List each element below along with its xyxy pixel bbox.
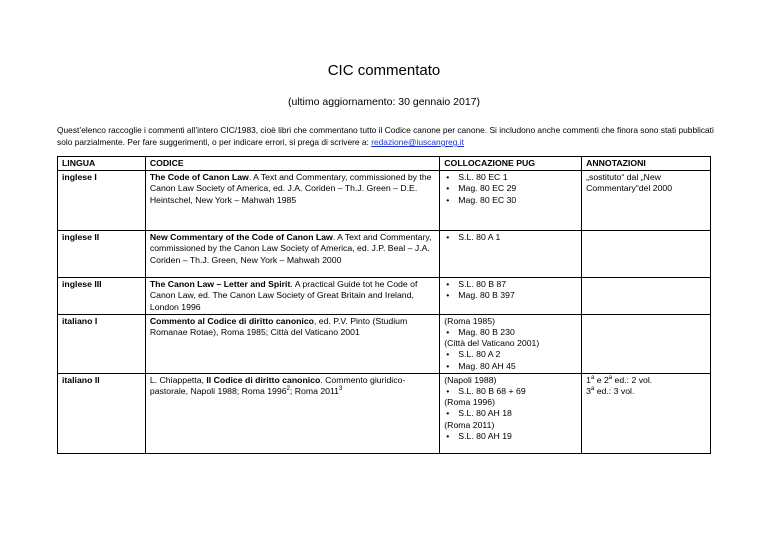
note-cell (582, 231, 711, 278)
location-item: • Mag. 80 EC 30 (446, 194, 517, 205)
book-title: The Canon Law – Letter and Spirit (149, 279, 291, 290)
location-group-heading: (Città del Vaticano 2001) (444, 338, 540, 349)
intro-text: Quest’elenco raccoglie i commenti all’intero CIC/1983, cioè libri che commentano tutto il Codice canone per canone. Si includono anche commenti che finora sono stati pubblicati solo parzialmente. Per fare suggerimenti, o per indicare errori, si prega di scrivere a: (57, 125, 714, 147)
location-cell (440, 278, 582, 315)
book-details: . Commento giuridico-pastorale, Napoli 1988; Roma 1996 (149, 374, 406, 397)
table-row (58, 373, 711, 453)
note-cell: „sostituto“ dal „New Commentary“del 2000 (582, 171, 711, 231)
bullet-icon: • (446, 408, 450, 419)
codice-cell (145, 231, 439, 278)
location-group-heading: (Roma 1996) (444, 397, 495, 408)
bullet-icon: • (446, 183, 450, 194)
header-collocazione: COLLOCAZIONE PUG (440, 157, 582, 171)
book-details: . A practical Guide tot he Code of Canon Law, ed. The Canon Law Society of Great Britain and Ireland, London 1996 (149, 279, 418, 312)
lingua-cell: inglese III (58, 278, 146, 315)
location-item: • S.L. 80 AH 19 (446, 430, 512, 441)
location-item: • Mag. 80 AH 45 (446, 360, 516, 371)
book-details: . A Text and Commentary, commissioned by the Canon Law Society of America, ed. J.A. Coriden – Th.J. Green – D.E. Heintschel, New York – Mahwah 1985 (149, 172, 432, 205)
bullet-icon: • (446, 279, 450, 290)
document-title: CIC commentato (327, 62, 441, 79)
table-row (58, 278, 711, 315)
location-group-heading: (Napoli 1988) (444, 374, 497, 385)
note-cell (582, 314, 711, 373)
note-cell (582, 373, 711, 453)
book-title: New Commentary of the Code of Canon Law (149, 232, 333, 243)
location-item: • S.L. 80 AH 18 (446, 408, 512, 419)
lingua-cell: italiano II (58, 373, 146, 453)
location-item: • S.L. 80 EC 1 (446, 172, 508, 183)
bullet-icon: • (446, 232, 450, 243)
edition-superscript: 2 (286, 386, 290, 393)
book-title: The Code of Canon Law (149, 172, 249, 183)
commentary-table (57, 156, 711, 454)
book-details: . A Text and Commentary, commissioned by the Canon Law Society of America, ed. J.P. Beal – J.A. Coriden – Th.J. Green, New York – Mahwah 2000 (149, 232, 432, 265)
location-group-heading: (Roma 2011) (444, 419, 495, 430)
table-row (58, 171, 711, 231)
location-item: • Mag. 80 EC 29 (446, 183, 517, 194)
bullet-icon: • (446, 360, 450, 371)
location-item: • Mag. 80 B 397 (446, 290, 515, 301)
document-subtitle: (ultimo aggiornamento: 30 gennaio 2017) (287, 96, 481, 108)
location-item: • S.L. 80 B 68 + 69 (446, 386, 526, 397)
header-codice: CODICE (145, 157, 439, 171)
codice-cell (145, 373, 439, 453)
location-item: • S.L. 80 A 2 (446, 349, 501, 360)
book-author: L. Chiappetta, (149, 374, 207, 385)
bullet-icon: • (446, 386, 450, 397)
location-list (444, 172, 577, 206)
location-item: • Mag. 80 B 230 (446, 327, 515, 338)
header-lingua: LINGUA (58, 157, 146, 171)
location-cell (440, 171, 582, 231)
book-details: , ed. P.V. Pinto (Studium Romanae Rotae), Roma 1985; Città del Vaticano 2001 (149, 315, 408, 338)
email-link[interactable]: redazione@iuscangreg.it (371, 137, 464, 147)
bullet-icon: • (446, 327, 450, 338)
table-row (58, 231, 711, 278)
location-cell (440, 314, 582, 373)
table-header-row (58, 157, 711, 171)
bullet-icon: • (446, 194, 450, 205)
intro-paragraph (57, 124, 717, 148)
location-item: • S.L. 80 B 87 (446, 279, 507, 290)
note-cell (582, 278, 711, 315)
table-row (58, 314, 711, 373)
bullet-icon: • (446, 349, 450, 360)
location-group-heading: (Roma 1985) (444, 315, 495, 326)
note-line: 3$^a$ ed.: 3 vol. (586, 386, 635, 397)
lingua-cell: inglese I (58, 171, 146, 231)
book-details: ; Roma 2011 (289, 386, 340, 397)
location-cell (440, 373, 582, 453)
bullet-icon: • (446, 290, 450, 301)
note-line: 1$^a$ e 2$^a$ ed.: 2 vol. (586, 374, 653, 385)
bullet-icon: • (446, 172, 450, 183)
codice-cell (145, 278, 439, 315)
location-cell (440, 231, 582, 278)
edition-superscript: 3 (339, 386, 343, 393)
codice-cell (145, 171, 439, 231)
book-title: Commento al Codice di diritto canonico (149, 315, 314, 326)
codice-cell (145, 314, 439, 373)
book-title: Il Codice di diritto canonico (206, 374, 321, 385)
location-item: • S.L. 80 A 1 (446, 232, 501, 243)
bullet-icon: • (446, 430, 450, 441)
lingua-cell: inglese II (58, 231, 146, 278)
lingua-cell: italiano I (58, 314, 146, 373)
header-annotazioni: ANNOTAZIONI (582, 157, 711, 171)
